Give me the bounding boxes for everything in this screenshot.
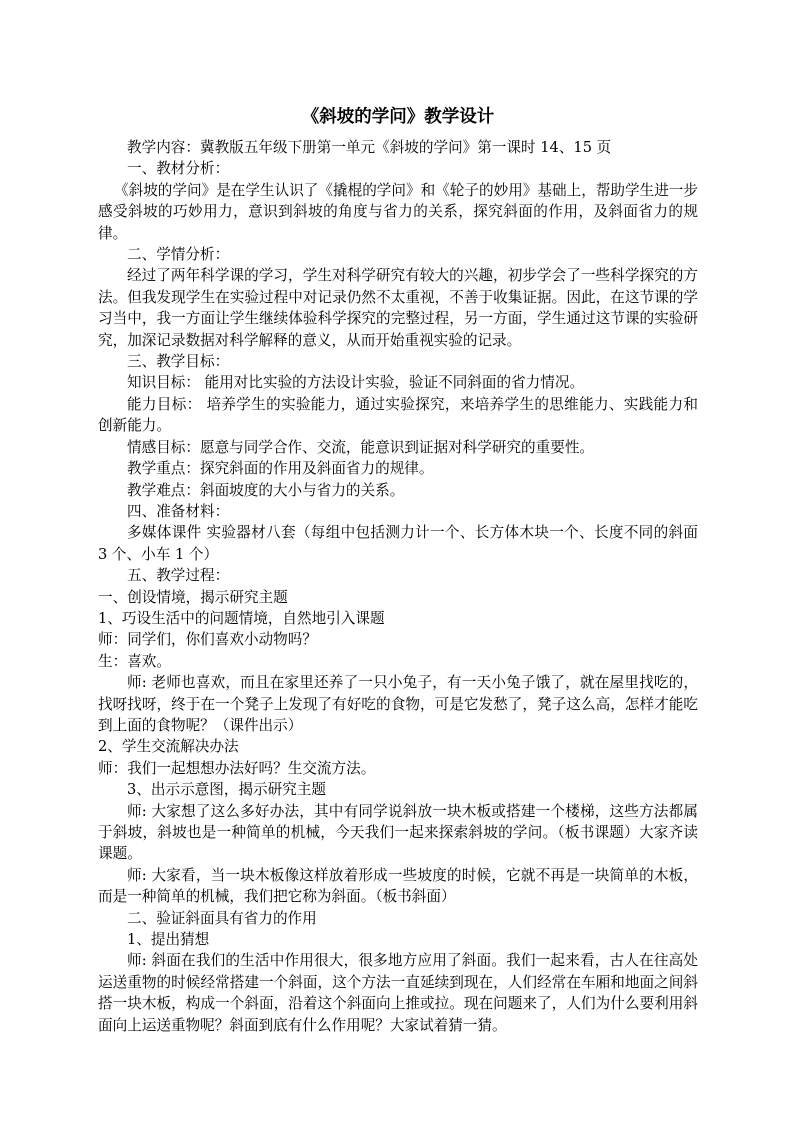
- step-one-sub-2: 2、学生交流解决办法: [98, 738, 239, 756]
- textbook-analysis-paragraph: 《斜坡的学问》是在学生认识了《撬棍的学问》和《轮子的妙用》基础上，帮助学生进一步感受斜坡的巧妙用力，意识到斜坡的角度与省力的关系，探究斜面的作用，及斜面省力的规律。: [98, 181, 698, 242]
- key-point: 教学重点：探究斜面的作用及斜面省力的规律。: [127, 460, 434, 478]
- section-heading-textbook-analysis: 一、教材分析：: [127, 160, 230, 178]
- student-line-1: 生：喜欢。: [98, 652, 171, 670]
- student-analysis-paragraph: 经过了两年科学课的学习，学生对科学研究有较大的兴趣，初步学会了一些科学探究的方法。但我发现学生在实验过程中对记录仍然不太重视，不善于收集证据。因此，在这节课的学习当中，我一方面让学生继续体验科学探究的完整过程，另一方面，学生通过这节课的实验研究，加深记录数据对科学解释的意义，从而开始重视实验的记录。: [98, 267, 698, 349]
- teacher-line-4: 师: 大家想了这么多好办法，其中有同学说斜放一块木板或搭建一个楼梯，这些方法都属于斜坡，斜坡也是一种简单的机械，今天我们一起来探索斜坡的学问。（板书课题）大家齐读课题。: [98, 802, 698, 863]
- section-heading-materials: 四、准备材料：: [127, 502, 230, 520]
- teacher-line-1: 师：同学们，你们喜欢小动物吗？: [98, 631, 317, 649]
- section-heading-student-analysis: 二、学情分析：: [127, 246, 230, 264]
- difficult-point: 教学难点：斜面坡度的大小与省力的关系。: [127, 481, 405, 499]
- step-one-sub-1: 1、巧设生活中的问题情境，自然地引入课题: [98, 609, 385, 627]
- teaching-content-line: 教学内容：冀教版五年级下册第一单元《斜坡的学问》第一课时 14、15 页: [127, 139, 612, 156]
- document-body: [98, 104, 698, 1036]
- section-heading-objectives: 三、教学目标：: [127, 353, 230, 371]
- step-one-heading: 一、创设情境，揭示研究主题: [98, 588, 288, 606]
- teacher-line-2: 师: 老师也喜欢，而且在家里还养了一只小兔子，有一天小兔子饿了，就在屋里找吃的，找呀找呀，终于在一个凳子上发现了有好吃的食物，可是它发愁了，凳子这么高，怎样才能吃到上面的食物呢？（课件出示）: [98, 674, 698, 734]
- knowledge-objective: 知识目标： 能用对比实验的方法设计实验，验证不同斜面的省力情况。: [127, 374, 585, 392]
- teacher-line-3: 师：我们一起想想办法好吗？生交流方法。: [98, 759, 376, 777]
- emotion-objective: 情感目标：愿意与同学合作、交流，能意识到证据对科学研究的重要性。: [127, 438, 595, 456]
- document-title: 《斜坡的学问》教学设计: [301, 107, 495, 127]
- step-one-sub-3: 3、出示示意图，揭示研究主题: [127, 781, 327, 799]
- section-heading-process: 五、教学过程：: [127, 567, 230, 585]
- teacher-line-6: 师: 斜面在我们的生活中作用很大，很多地方应用了斜面。我们一起来看，古人在往高处运送重物的时候经常搭建一个斜面，这个方法一直延续到现在，人们经常在车厢和地面之间斜搭一块木板，构成一个斜面，沿着这个斜面向上推或拉。现在问题来了，人们为什么要利用斜面向上运送重物呢？斜面到底有什么作用呢？大家试着猜一猜。: [98, 952, 698, 1034]
- materials-paragraph: 多媒体课件 实验器材八套（每组中包括测力计一个、长方体木块一个、长度不同的斜面 3 个、小车 1 个）: [98, 524, 698, 563]
- ability-objective: 能力目标： 培养学生的实验能力，通过实验探究，来培养学生的思维能力、实践能力和创新能力。: [98, 395, 698, 435]
- step-two-heading: 二、验证斜面具有省力的作用: [127, 909, 317, 927]
- teacher-line-5: 师: 大家看，当一块木板像这样放着形成一些坡度的时候，它就不再是一块简单的木板，而是一种简单的机械，我们把它称为斜面。（板书斜面）: [98, 866, 698, 906]
- step-two-sub-1: 1、提出猜想: [127, 931, 210, 949]
